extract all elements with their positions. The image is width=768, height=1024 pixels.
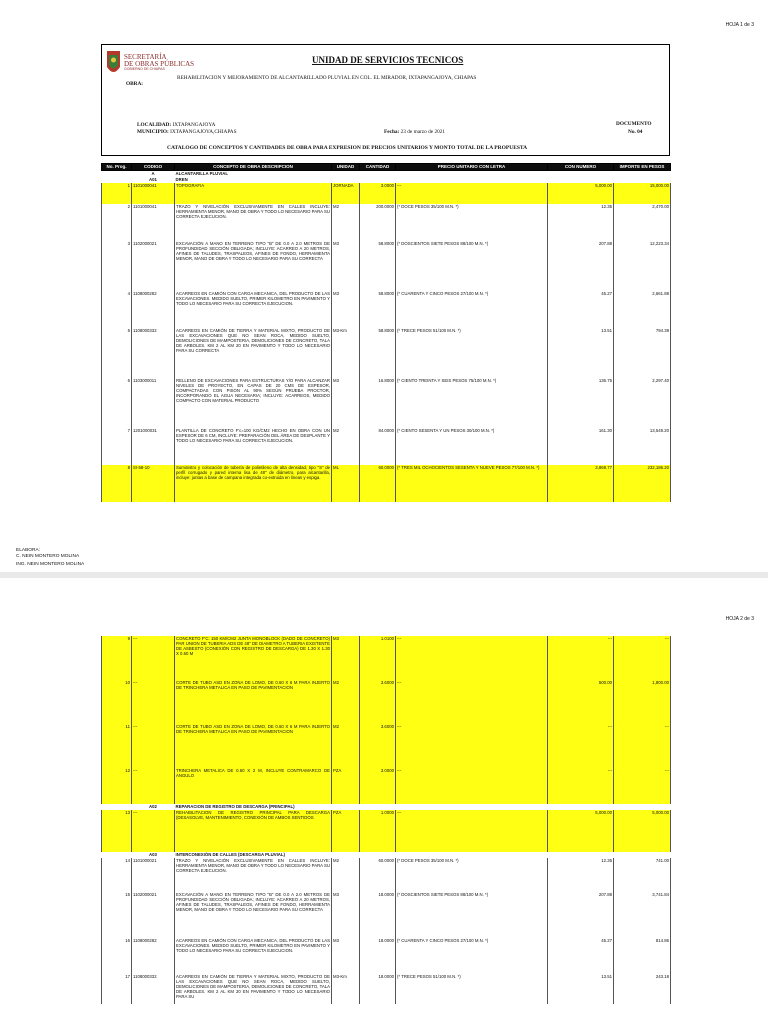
row-price-text: (* DOCE PESOS 35/100 M.N. *) — [396, 858, 548, 892]
table-row — [102, 680, 671, 724]
row-unit: ML — [332, 465, 360, 502]
municipio-line: MUNICIPIO: IXTAPANGAJOYA,CHIAPAS — [137, 129, 237, 135]
row-description: TRINCHERA METALICA DE 0.60 X 2 M, INCLUYE CONTRAMARCO DE ANGULO — [175, 768, 332, 804]
row-code: 1201000031 — [132, 428, 175, 465]
agency-name: SECRETARÍA DE OBRAS PÚBLICAS — [124, 53, 195, 68]
table-row — [102, 636, 671, 680]
row-price-text: (* DOSCIENTOS SIETE PESOS 88/100 M.N. *) — [396, 241, 548, 291]
row-price-text: --- — [396, 724, 548, 768]
localidad-line: LOCALIDAD: IXTAPANGAJOYA — [137, 122, 216, 128]
row-quantity: 3.6000 — [360, 724, 396, 768]
row-quantity: 1.0000 — [360, 810, 396, 852]
row-price-text: --- — [396, 636, 548, 680]
row-description: Suministro y colocación de tubería de polietileno de alta densidad, tipo "S" de perfil corrugado y pared interna lisa de 48" de diámetro, para alcantarilla, incluye: juntas a base de campana integrada co-extruida en lineas y espiga. — [175, 465, 332, 502]
row-unit-price: 45.27 — [548, 291, 614, 328]
row-description: PLANTILLA DE CONCRETO F'c=100 KG/CM2 HECHO EN OBRA CON UN ESPESOR DE 6 CM, INCLUYE: PREPARACIÓN DEL ÁREA DE DESPLANTE Y TODO LO NECESARIO PARA SU CORRECTA EJECUCION. — [175, 428, 332, 465]
row-amount: 814.86 — [614, 938, 671, 974]
row-price-text: (* CIENTO SESENTA Y UN PESOS 30/100 M.N. *) — [396, 428, 548, 465]
row-description: CORTE DE TUBO ASD EN ZONA DE LOMO, DE 0.60 X 6 M PARA INJERTO DE TRINCHERA METALICA EN PASO DE PAVIMENTACION — [175, 680, 332, 724]
row-code: SI-58-10 — [132, 465, 175, 502]
row-unit: M3 — [332, 378, 360, 428]
row-unit: M3 — [332, 241, 360, 291]
row-amount: 2,297.40 — [614, 378, 671, 428]
row-code: 1101000041 — [132, 183, 175, 204]
row-code: --- — [132, 810, 175, 852]
row-amount: --- — [614, 636, 671, 680]
elabora-block — [16, 548, 84, 568]
row-amount: 2,470.00 — [614, 204, 671, 241]
row-description: ACARREOS EN CAMIÓN CON CARGA MECANICA, DEL PRODUCTO DE LAS EXCAVACIONES. MEDIDO SUELTO, PRIMER KILOMETRO EN PAVIMENTO Y TODO LO NECESARIO PARA SU CORRECTA EJECUCION. — [175, 938, 332, 974]
row-quantity: 60.0000 — [360, 858, 396, 892]
row-unit-price: 3,869.77 — [548, 465, 614, 502]
row-number: 10 — [102, 680, 132, 724]
row-description: EXCAVACIÓN A MANO EN TERRENO TIPO "B" DE 0.0 A 2.0 METROS DE PROFUNDIDAD SECCIÓN OBLIGADA; INCLUYE: ACARREO A 20 METROS, AFINES DE TALUDES, TRASPALEOS, AFINES DE FONDO, HERRAMIENTA MENOR, MANO DE OBRA Y TODO LO NECESARIO PARA SU CORRECTA — [175, 892, 332, 938]
row-amount: 232,186.20 — [614, 465, 671, 502]
table-row — [102, 241, 671, 291]
row-unit: M2 — [332, 858, 360, 892]
row-quantity: 60.0000 — [360, 465, 396, 502]
col-unidad: UNIDAD — [332, 164, 360, 171]
row-amount: 243.18 — [614, 974, 671, 1004]
row-price-text: (* TRECE PESOS 51/100 M.N. *) — [396, 974, 548, 1004]
table-row — [102, 768, 671, 804]
sheet-number: HOJA 1 de 3 — [725, 22, 754, 28]
row-number: 1 — [102, 183, 132, 204]
page-2 — [0, 578, 768, 1024]
row-unit: M2 — [332, 204, 360, 241]
row-price-text: (* CUARENTA Y CINCO PESOS 27/100 M.N. *) — [396, 938, 548, 974]
section-code: A01 — [149, 176, 157, 182]
row-number: 2 — [102, 204, 132, 241]
row-number: 6 — [102, 378, 132, 428]
row-number: 3 — [102, 241, 132, 291]
row-quantity: 3.6000 — [360, 680, 396, 724]
row-unit-price: 5,000.00 — [548, 183, 614, 204]
col-codigo: CODIGO — [132, 164, 175, 171]
row-description: REHABILITACION DE REGISTRO PRINCIPAL PARA DESCARGA (DESASOLVE, MANTENIMIENTO, CONEXIÓN DE AMBOS SENTIDOS — [175, 810, 332, 852]
row-amount: 12,223.34 — [614, 241, 671, 291]
row-description: EXCAVACIÓN A MANO EN TERRENO TIPO "B" DE 0.0 A 2.0 METROS DE PROFUNDIDAD SECCIÓN OBLIGADA; INCLUYE: ACARREO A 20 METROS, AFINES DE TALUDES, TRASPALEOS, AFINES DE FONDO, HERRAMIENTA MENOR, MANO DE OBRA Y TODO LO NECESARIO PARA SU CORRECTA — [175, 241, 332, 291]
row-unit: M3 — [332, 291, 360, 328]
row-unit: M2 — [332, 428, 360, 465]
row-code: 1108000332 — [132, 974, 175, 1004]
row-unit: M3-Km — [332, 328, 360, 378]
row-unit: M3 — [332, 892, 360, 938]
row-number: 13 — [102, 810, 132, 852]
row-code: --- — [132, 636, 175, 680]
table-row — [102, 378, 671, 428]
row-description: RELLENO DE EXCAVACIONES PARA ESTRUCTURAS Y/O PARA ALCANZAR NIVELES DE PROYECTO, EN CAPAS DE 20 CMS DE ESPESOR, COMPACTADAS CON PISON AL 90% SEGÚN PRUEBA PROCTOR, INCORPORANDO EL AGUA NECESARIA; INCLUYE: ACARREOS, MEDIDO COMPACTO CON MATERIAL PRODUCTO — [175, 378, 332, 428]
row-number: 5 — [102, 328, 132, 378]
row-price-text: (* TRES MIL OCHOCIENTOS SESENTA Y NUEVE PESOS 77/100 M.N. *) — [396, 465, 548, 502]
row-quantity: 1.0100 — [360, 636, 396, 680]
row-unit: M3 — [332, 938, 360, 974]
table-row — [102, 858, 671, 892]
col-importe: IMPORTE EN PESOS — [614, 164, 671, 171]
row-description: CORTE DE TUBO ASD EN ZONA DE LOMO, DE 0.60 X 6 M PARA INJERTO DE TRINCHERA METALICA EN PASO DE PAVIMENTACION — [175, 724, 332, 768]
elabora-signature: ING. NEIN MONTERO MOLINA — [16, 562, 85, 568]
row-unit-price: 12.35 — [548, 204, 614, 241]
document-header — [101, 44, 670, 156]
section-title: ALCANTARILLA PLUVIAL — [175, 171, 229, 176]
table-row — [102, 892, 671, 938]
row-amount: 1,800.00 — [614, 680, 671, 724]
section-title: INTERCONEXIÓN DE CALLES (DESCARGA PLUVIAL) — [175, 852, 285, 857]
table-row — [102, 183, 671, 204]
row-amount: 5,000.00 — [614, 810, 671, 852]
section-code: A02 — [149, 804, 157, 809]
col-precio-letra: PRECIO UNITARIO CON LETRA — [396, 164, 548, 171]
table-row — [102, 291, 671, 328]
agency-government: GOBIERNO DE CHIAPAS — [124, 67, 165, 71]
row-amount: 2,661.88 — [614, 291, 671, 328]
row-quantity: 16.8000 — [360, 378, 396, 428]
fecha-line: Fecha: 23 de marzo de 2021 — [384, 129, 446, 135]
table-header — [102, 164, 671, 171]
row-description: ACARREOS EN CAMIÓN DE TIERRA Y MATERIAL MIXTO, PRODUCTO DE LAS EXCAVACIONES QUE NO SEAN ROCA, MEDIDO SUELTO, DEMOLICIONES DE MAMPOSTERIA, DEMOLICIONES DE CONCRETO, TALA DE ARBOLES. KM 2 AL KM 20 EN PAVIMENTO Y TODO LO NECESARIO PARA SU — [175, 974, 332, 1004]
row-price-text: --- — [396, 810, 548, 852]
row-price-text: --- — [396, 183, 548, 204]
row-price-text: (* CUARENTA Y CINCO PESOS 27/100 M.N. *) — [396, 291, 548, 328]
row-amount: 3,741.84 — [614, 892, 671, 938]
row-number: 14 — [102, 858, 132, 892]
elabora-label: ELABORA: — [16, 548, 40, 553]
row-unit-price: 13.51 — [548, 328, 614, 378]
col-no-prog: No. Prog. — [102, 164, 132, 171]
row-quantity: 3.0000 — [360, 183, 396, 204]
row-price-text: (* CIENTO TREINTA Y SEIS PESOS 75/100 M.N. *) — [396, 378, 548, 428]
row-unit-price: 161.30 — [548, 428, 614, 465]
elabora-name: C. NEIN MONTERO MOLINA — [16, 553, 80, 559]
row-unit: M3 — [332, 636, 360, 680]
obra-label: OBRA: — [126, 81, 144, 87]
section-title: REPARACION DE REGISTRO DE DESCARGA (PRINCIPAL) — [175, 804, 295, 809]
row-number: 11 — [102, 724, 132, 768]
row-code: --- — [132, 768, 175, 804]
row-unit: M2 — [332, 724, 360, 768]
row-unit: PZA — [332, 810, 360, 852]
section-title: DREN — [175, 176, 188, 182]
row-unit-price: 12.35 — [548, 858, 614, 892]
concepts-table-continued — [101, 636, 671, 1004]
row-number: 15 — [102, 892, 132, 938]
row-code: 1108000332 — [132, 328, 175, 378]
row-number: 4 — [102, 291, 132, 328]
concepts-table — [101, 163, 671, 502]
row-quantity: 58.8000 — [360, 291, 396, 328]
row-unit-price: 13.51 — [548, 974, 614, 1004]
row-code: 1101000021 — [132, 858, 175, 892]
row-unit: M2 — [332, 680, 360, 724]
col-concepto: CONCEPTO DE OBRA DESCRIPCION — [175, 164, 332, 171]
row-number: 7 — [102, 428, 132, 465]
row-number: 9 — [102, 636, 132, 680]
row-quantity: 18.0000 — [360, 974, 396, 1004]
row-quantity: 58.8000 — [360, 328, 396, 378]
table-row — [102, 204, 671, 241]
row-unit-price: 207.88 — [548, 241, 614, 291]
row-price-text: --- — [396, 680, 548, 724]
row-quantity: 200.0000 — [360, 204, 396, 241]
row-unit-price: --- — [548, 636, 614, 680]
row-description: TRAZO Y NIVELACIÓN EXCLUSIVAMENTE EN CALLES INCLUYE: HERRAMIENTA MENOR, MANO DE OBRA Y TODO LO NECESARIO PARA SU CORRECTA EJECUCION. — [175, 204, 332, 241]
row-unit-price: --- — [548, 768, 614, 804]
table-row — [102, 328, 671, 378]
row-quantity: 84.0000 — [360, 428, 396, 465]
table-row — [102, 724, 671, 768]
row-unit: M3-Km — [332, 974, 360, 1004]
row-price-text: (* DOCE PESOS 35/100 M.N. *) — [396, 204, 548, 241]
row-unit-price: 136.75 — [548, 378, 614, 428]
row-price-text: (* DOSCIENTOS SIETE PESOS 88/100 M.N. *) — [396, 892, 548, 938]
row-number: 8 — [102, 465, 132, 502]
row-unit-price: 45.27 — [548, 938, 614, 974]
row-quantity: 18.0000 — [360, 892, 396, 938]
row-amount: 741.00 — [614, 858, 671, 892]
row-description: TOPOGRAFIA — [175, 183, 332, 204]
state-shield-logo — [105, 47, 122, 83]
row-unit-price: --- — [548, 724, 614, 768]
col-con-numero: CON NUMERO — [548, 164, 614, 171]
catalog-title: CATALOGO DE CONCEPTOS Y CANTIDADES DE OBRA PARA EXPRESION DE PRECIOS UNITARIOS Y MONTO TOTAL DE LA PROPUESTA — [167, 145, 528, 151]
row-description: TRAZO Y NIVELACIÓN EXCLUSIVAMENTE EN CALLES INCLUYE: HERRAMIENTA MENOR, MANO DE OBRA Y TODO LO NECESARIO PARA SU CORRECTA EJECUCION. — [175, 858, 332, 892]
row-price-text: --- — [396, 768, 548, 804]
row-unit-price: 207.88 — [548, 892, 614, 938]
row-description: ACARREOS EN CAMIÓN DE TIERRA Y MATERIAL MIXTO, PRODUCTO DE LAS EXCAVACIONES QUE NO SEAN ROCA, MEDIDO SUELTO, DEMOLICIONES DE MAMPOSTERIA, DEMOLICIONES DE CONCRETO, TALA DE ARBOLES. KM 2 AL KM 20 EN PAVIMENTO Y TODO LO NECESARIO PARA SU CORRECTA — [175, 328, 332, 378]
obra-value: REHABILITACION Y MEJORAMIENTO DE ALCANTARILLADO PLUVIAL EN COL. EL MIRADOR, IXTAPANGAJOYA, CHIAPAS — [177, 75, 477, 81]
row-description: ACARREOS EN CAMIÓN CON CARGA MECANICA, DEL PRODUCTO DE LAS EXCAVACIONES. MEDIDO SUELTO, PRIMER KILOMETRO EN PAVIMENTO Y TODO LO NECESARIO PARA SU CORRECTA EJECUCION. — [175, 291, 332, 328]
row-amount: 13,549.20 — [614, 428, 671, 465]
row-code: 1102000021 — [132, 241, 175, 291]
row-unit: JORNADA — [332, 183, 360, 204]
row-amount: --- — [614, 724, 671, 768]
table-row — [102, 974, 671, 1004]
row-unit-price: 500.00 — [548, 680, 614, 724]
section-code: A03 — [149, 852, 157, 857]
row-code: 1101000041 — [132, 204, 175, 241]
row-amount: --- — [614, 768, 671, 804]
unit-title: UNIDAD DE SERVICIOS TECNICOS — [312, 55, 464, 65]
table-row — [102, 465, 671, 502]
row-code: 1108000282 — [132, 938, 175, 974]
row-amount: 794.39 — [614, 328, 671, 378]
row-code: --- — [132, 680, 175, 724]
sheet-number: HOJA 2 de 3 — [725, 616, 754, 622]
row-code: 1102000021 — [132, 892, 175, 938]
row-code: --- — [132, 724, 175, 768]
row-price-text: (* TRECE PESOS 51/100 M.N. *) — [396, 328, 548, 378]
row-quantity: 58.8000 — [360, 241, 396, 291]
row-code: 1103000011 — [132, 378, 175, 428]
row-code: 1108000282 — [132, 291, 175, 328]
row-number: 17 — [102, 974, 132, 1004]
documento-number: No. 04 — [628, 129, 643, 135]
section-code: A — [151, 171, 155, 176]
row-description: CONCRETO F'C: 150 KM/CM2 JUNTA MONOBLOCK (DADO DE CONCRETO) PAR UNION DE TUBERIA ADS DE 48" DE DIAMETRO A TUBERIA EXISTENTE DE ASBESTO (CONEXIÓN CON REGISTRO DE DESCARGA) DE 1.30 X 1.30 X 0.60 M — [175, 636, 332, 680]
row-unit: PZA — [332, 768, 360, 804]
table-row — [102, 938, 671, 974]
row-amount: 15,000.00 — [614, 183, 671, 204]
row-quantity: 3.0000 — [360, 768, 396, 804]
row-unit-price: 5,000.00 — [548, 810, 614, 852]
row-number: 16 — [102, 938, 132, 974]
table-row — [102, 428, 671, 465]
row-number: 12 — [102, 768, 132, 804]
documento-label: DOCUMENTO — [616, 121, 652, 127]
row-quantity: 18.0000 — [360, 938, 396, 974]
col-cantidad: CANTIDAD — [360, 164, 396, 171]
table-row — [102, 810, 671, 852]
